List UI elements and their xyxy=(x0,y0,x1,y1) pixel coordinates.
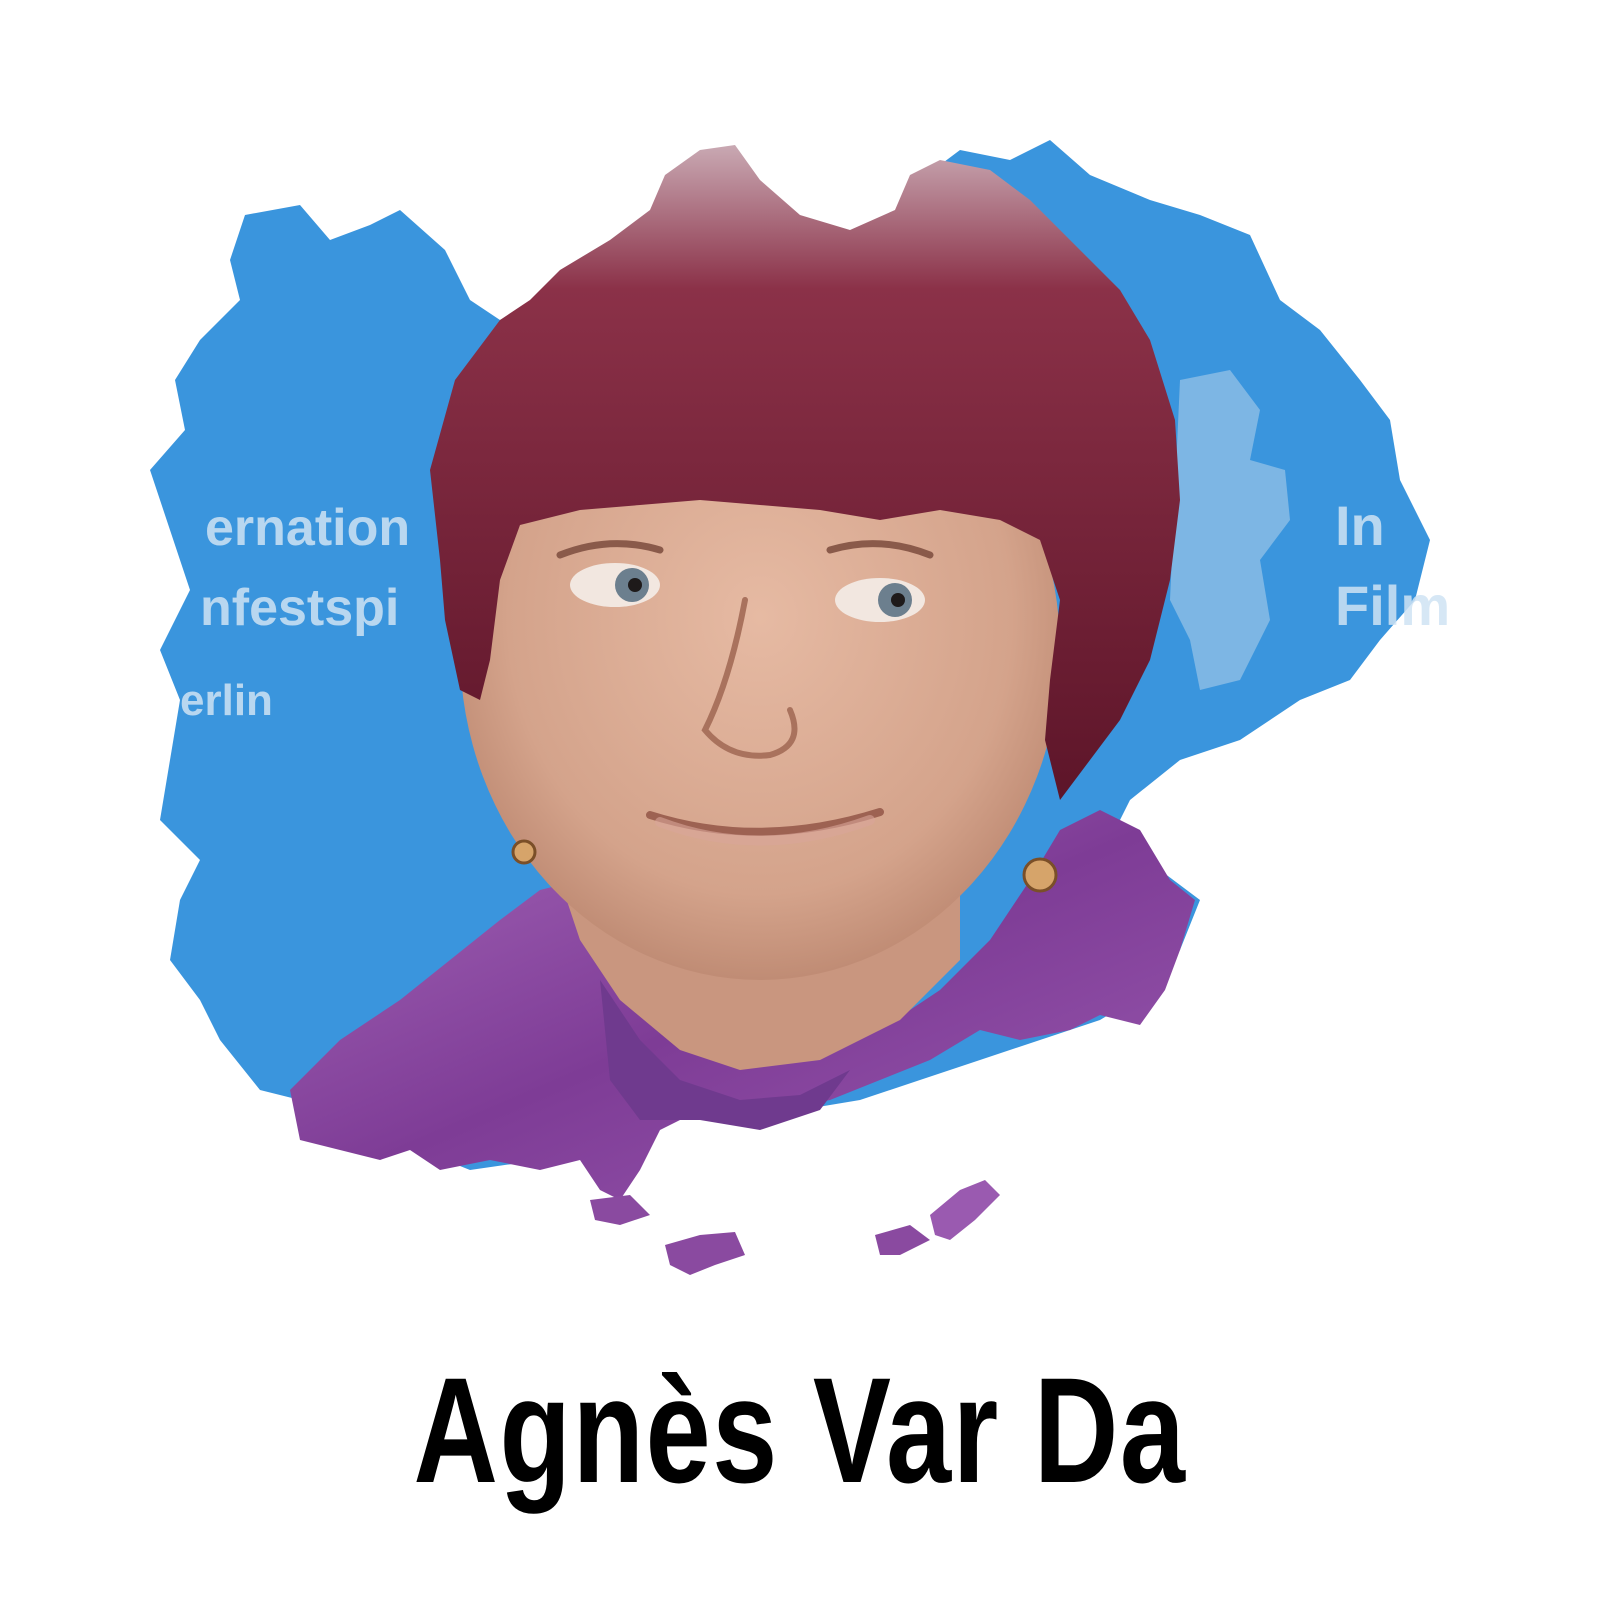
right-pupil xyxy=(891,593,905,607)
scarf-fragment xyxy=(930,1180,1000,1240)
scarf-fragment xyxy=(665,1232,745,1275)
right-earring xyxy=(1024,859,1056,891)
poster-title: Agnès Var Da xyxy=(413,1346,1187,1514)
backdrop-lettering-left-1: ernation xyxy=(205,499,411,557)
backdrop-lettering-left-2: nfestspi xyxy=(200,579,400,637)
left-earring xyxy=(513,841,535,863)
backdrop-lettering-right-1: In xyxy=(1335,494,1385,557)
backdrop-lettering-right-2: Film xyxy=(1335,574,1451,637)
left-pupil xyxy=(628,578,642,592)
scarf-fragment xyxy=(875,1225,930,1255)
backdrop-lettering-left-3: erlin xyxy=(180,676,273,725)
scarf-fragment xyxy=(590,1195,650,1225)
